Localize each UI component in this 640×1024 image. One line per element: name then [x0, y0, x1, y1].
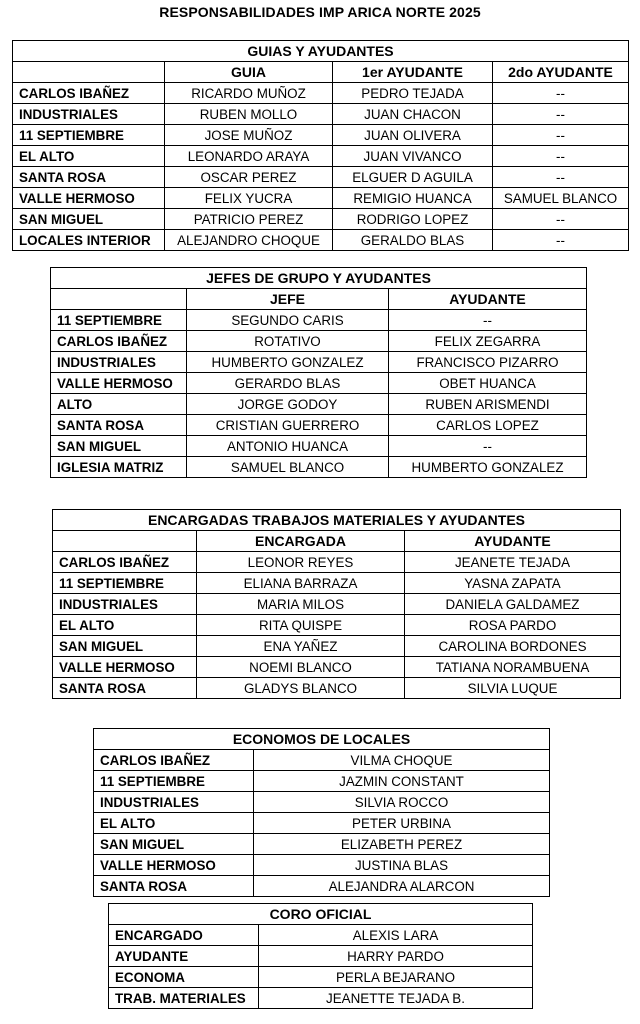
cell-ayudante: CARLOS LOPEZ — [389, 415, 587, 436]
table-row — [51, 310, 587, 331]
section-heading: ECONOMOS DE LOCALES — [94, 729, 550, 750]
cell-encargada: LEONOR REYES — [197, 552, 405, 573]
column-header-ayudante2: 2do AYUDANTE — [493, 62, 629, 83]
table-row — [53, 678, 621, 699]
column-header-row — [13, 62, 629, 83]
column-header-ayudante: AYUDANTE — [405, 531, 621, 552]
cell-guia: RICARDO MUÑOZ — [165, 83, 333, 104]
encargadas-table — [52, 509, 621, 699]
cell-ayudante: HUMBERTO GONZALEZ — [389, 457, 587, 478]
cell-guia: OSCAR PEREZ — [165, 167, 333, 188]
section-header-row — [94, 729, 550, 750]
guias-table — [12, 40, 629, 251]
column-header-ayudante: AYUDANTE — [389, 289, 587, 310]
row-label: ALTO — [51, 394, 187, 415]
cell-ayudante2: -- — [493, 209, 629, 230]
cell-ayudante: RUBEN ARISMENDI — [389, 394, 587, 415]
cell-nombre: SILVIA ROCCO — [254, 792, 550, 813]
row-label: SANTA ROSA — [94, 876, 254, 897]
column-header-row — [53, 531, 621, 552]
cell-guia: FELIX YUCRA — [165, 188, 333, 209]
economos-table — [93, 728, 550, 897]
section-header-row — [51, 268, 587, 289]
row-label: INDUSTRIALES — [94, 792, 254, 813]
cell-ayudante: OBET HUANCA — [389, 373, 587, 394]
cell-ayudante: SILVIA LUQUE — [405, 678, 621, 699]
table-row — [51, 373, 587, 394]
cell-ayudante: YASNA ZAPATA — [405, 573, 621, 594]
row-label: SAN MIGUEL — [13, 209, 165, 230]
cell-nombre: ALEXIS LARA — [259, 925, 533, 946]
table-row — [13, 167, 629, 188]
table-row — [94, 813, 550, 834]
cell-encargada: MARIA MILOS — [197, 594, 405, 615]
table-row — [109, 967, 533, 988]
column-header-jefe: JEFE — [187, 289, 389, 310]
row-label: IGLESIA MATRIZ — [51, 457, 187, 478]
document-title: RESPONSABILIDADES IMP ARICA NORTE 2025 — [159, 4, 481, 20]
table-row — [94, 876, 550, 897]
column-header-guia: GUIA — [165, 62, 333, 83]
cell-nombre: PERLA BEJARANO — [259, 967, 533, 988]
cell-ayudante1: JUAN CHACON — [333, 104, 493, 125]
table-row — [94, 792, 550, 813]
cell-jefe: SEGUNDO CARIS — [187, 310, 389, 331]
cell-nombre: HARRY PARDO — [259, 946, 533, 967]
row-label: 11 SEPTIEMBRE — [13, 125, 165, 146]
table-row — [94, 834, 550, 855]
row-label: SAN MIGUEL — [53, 636, 197, 657]
table-row — [13, 125, 629, 146]
table-row — [51, 457, 587, 478]
table-row — [53, 636, 621, 657]
row-label: ENCARGADO — [109, 925, 259, 946]
cell-jefe: HUMBERTO GONZALEZ — [187, 352, 389, 373]
row-label: INDUSTRIALES — [13, 104, 165, 125]
cell-nombre: JEANETTE TEJADA B. — [259, 988, 533, 1009]
cell-ayudante1: GERALDO BLAS — [333, 230, 493, 251]
row-label: VALLE HERMOSO — [94, 855, 254, 876]
cell-ayudante: -- — [389, 436, 587, 457]
cell-guia: PATRICIO PEREZ — [165, 209, 333, 230]
column-header-ayudante1: 1er AYUDANTE — [333, 62, 493, 83]
row-label: SANTA ROSA — [13, 167, 165, 188]
cell-encargada: RITA QUISPE — [197, 615, 405, 636]
table-row — [13, 230, 629, 251]
row-label: CARLOS IBAÑEZ — [94, 750, 254, 771]
column-header-row — [51, 289, 587, 310]
coro-table — [108, 903, 533, 1009]
cell-nombre: ELIZABETH PEREZ — [254, 834, 550, 855]
table-row — [13, 209, 629, 230]
table-row — [53, 573, 621, 594]
row-label: AYUDANTE — [109, 946, 259, 967]
section-header-row — [109, 904, 533, 925]
cell-nombre: PETER URBINA — [254, 813, 550, 834]
cell-ayudante2: -- — [493, 104, 629, 125]
row-label: INDUSTRIALES — [53, 594, 197, 615]
table-row — [51, 415, 587, 436]
cell-ayudante2: SAMUEL BLANCO — [493, 188, 629, 209]
row-label: ECONOMA — [109, 967, 259, 988]
section-header-row — [13, 41, 629, 62]
table-row — [13, 188, 629, 209]
table-row — [53, 657, 621, 678]
cell-encargada: ELIANA BARRAZA — [197, 573, 405, 594]
table-row — [94, 855, 550, 876]
row-label: VALLE HERMOSO — [13, 188, 165, 209]
cell-ayudante2: -- — [493, 167, 629, 188]
cell-ayudante2: -- — [493, 146, 629, 167]
cell-ayudante: JEANETE TEJADA — [405, 552, 621, 573]
corner-cell — [13, 62, 165, 83]
table-row — [53, 615, 621, 636]
cell-guia: LEONARDO ARAYA — [165, 146, 333, 167]
cell-ayudante2: -- — [493, 230, 629, 251]
cell-ayudante: ROSA PARDO — [405, 615, 621, 636]
cell-ayudante: CAROLINA BORDONES — [405, 636, 621, 657]
row-label: LOCALES INTERIOR — [13, 230, 165, 251]
cell-ayudante1: REMIGIO HUANCA — [333, 188, 493, 209]
row-label: VALLE HERMOSO — [53, 657, 197, 678]
row-label: CARLOS IBAÑEZ — [13, 83, 165, 104]
row-label: 11 SEPTIEMBRE — [53, 573, 197, 594]
cell-ayudante: FELIX ZEGARRA — [389, 331, 587, 352]
table-row — [94, 771, 550, 792]
table-row — [109, 925, 533, 946]
table-row — [53, 552, 621, 573]
row-label: TRAB. MATERIALES — [109, 988, 259, 1009]
corner-cell — [53, 531, 197, 552]
corner-cell — [51, 289, 187, 310]
table-row — [13, 104, 629, 125]
section-header-row — [53, 510, 621, 531]
row-label: SAN MIGUEL — [51, 436, 187, 457]
cell-jefe: JORGE GODOY — [187, 394, 389, 415]
cell-ayudante1: JUAN VIVANCO — [333, 146, 493, 167]
section-heading: CORO OFICIAL — [109, 904, 533, 925]
cell-jefe: ROTATIVO — [187, 331, 389, 352]
table-row — [13, 146, 629, 167]
cell-ayudante: TATIANA NORAMBUENA — [405, 657, 621, 678]
section-heading: GUIAS Y AYUDANTES — [13, 41, 629, 62]
cell-ayudante1: ELGUER D AGUILA — [333, 167, 493, 188]
cell-jefe: ANTONIO HUANCA — [187, 436, 389, 457]
row-label: INDUSTRIALES — [51, 352, 187, 373]
row-label: 11 SEPTIEMBRE — [94, 771, 254, 792]
section-heading: JEFES DE GRUPO Y AYUDANTES — [51, 268, 587, 289]
column-header-encargada: ENCARGADA — [197, 531, 405, 552]
row-label: CARLOS IBAÑEZ — [51, 331, 187, 352]
cell-nombre: JAZMIN CONSTANT — [254, 771, 550, 792]
cell-ayudante1: JUAN OLIVERA — [333, 125, 493, 146]
cell-guia: ALEJANDRO CHOQUE — [165, 230, 333, 251]
row-label: VALLE HERMOSO — [51, 373, 187, 394]
cell-ayudante: DANIELA GALDAMEZ — [405, 594, 621, 615]
row-label: EL ALTO — [53, 615, 197, 636]
cell-ayudante2: -- — [493, 83, 629, 104]
cell-nombre: JUSTINA BLAS — [254, 855, 550, 876]
section-heading: ENCARGADAS TRABAJOS MATERIALES Y AYUDANTES — [53, 510, 621, 531]
cell-ayudante: FRANCISCO PIZARRO — [389, 352, 587, 373]
cell-nombre: VILMA CHOQUE — [254, 750, 550, 771]
cell-ayudante2: -- — [493, 125, 629, 146]
cell-guia: JOSE MUÑOZ — [165, 125, 333, 146]
cell-encargada: GLADYS BLANCO — [197, 678, 405, 699]
table-row — [53, 594, 621, 615]
table-row — [94, 750, 550, 771]
table-row — [51, 331, 587, 352]
row-label: SANTA ROSA — [51, 415, 187, 436]
row-label: SAN MIGUEL — [94, 834, 254, 855]
jefes-table — [50, 267, 587, 478]
cell-ayudante1: PEDRO TEJADA — [333, 83, 493, 104]
table-row — [51, 352, 587, 373]
row-label: EL ALTO — [94, 813, 254, 834]
cell-jefe: SAMUEL BLANCO — [187, 457, 389, 478]
table-row — [51, 394, 587, 415]
cell-jefe: GERARDO BLAS — [187, 373, 389, 394]
cell-encargada: NOEMI BLANCO — [197, 657, 405, 678]
row-label: 11 SEPTIEMBRE — [51, 310, 187, 331]
cell-encargada: ENA YAÑEZ — [197, 636, 405, 657]
row-label: EL ALTO — [13, 146, 165, 167]
cell-ayudante1: RODRIGO LOPEZ — [333, 209, 493, 230]
cell-guia: RUBEN MOLLO — [165, 104, 333, 125]
cell-jefe: CRISTIAN GUERRERO — [187, 415, 389, 436]
row-label: SANTA ROSA — [53, 678, 197, 699]
cell-ayudante: -- — [389, 310, 587, 331]
table-row — [109, 946, 533, 967]
table-row — [51, 436, 587, 457]
table-row — [109, 988, 533, 1009]
table-row — [13, 83, 629, 104]
row-label: CARLOS IBAÑEZ — [53, 552, 197, 573]
cell-nombre: ALEJANDRA ALARCON — [254, 876, 550, 897]
